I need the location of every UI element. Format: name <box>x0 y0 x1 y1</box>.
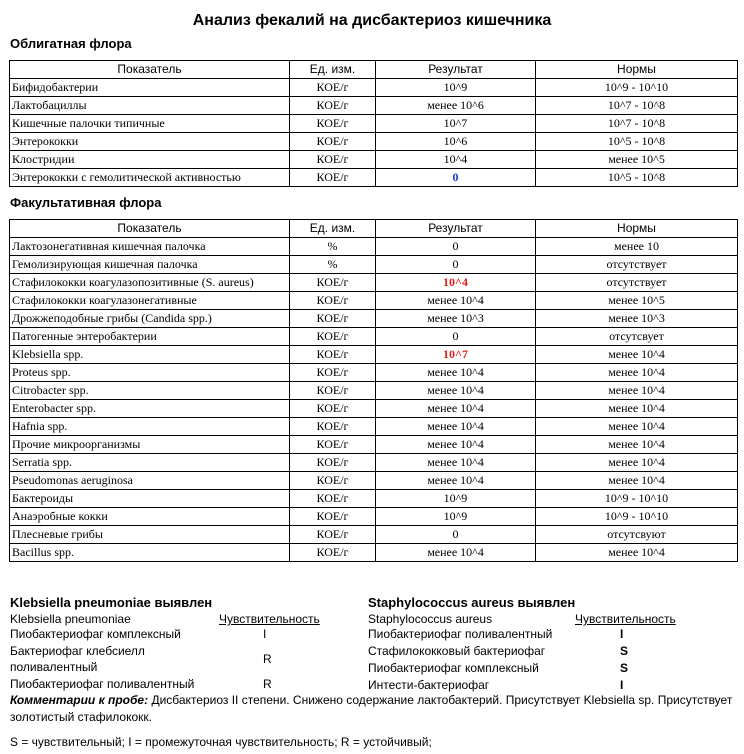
staph-phage-name: Пиобактериофаг поливалентный <box>368 627 553 641</box>
row-result: менее 10^4 <box>376 454 536 472</box>
row-indicator: Клостридии <box>10 151 290 169</box>
row-result: менее 10^3 <box>376 310 536 328</box>
header-norm: Нормы <box>536 220 738 238</box>
header-indicator: Показатель <box>10 220 290 238</box>
row-result: менее 10^4 <box>376 292 536 310</box>
row-norm: отсутствует <box>536 256 738 274</box>
row-result: менее 10^4 <box>376 364 536 382</box>
staph-phage-name: Интести-бактериофаг <box>368 678 490 692</box>
header-result: Результат <box>376 61 536 79</box>
row-indicator: Плесневые грибы <box>10 526 290 544</box>
table-row <box>10 490 738 508</box>
table-row <box>10 346 738 364</box>
staph-organism: Staphylococcus aureus <box>368 612 493 626</box>
table-row <box>10 364 738 382</box>
row-indicator: Патогенные энтеробактерии <box>10 328 290 346</box>
row-result: менее 10^4 <box>376 418 536 436</box>
row-unit: КОЕ/г <box>290 151 376 169</box>
staph-phage-name: Стафилококковый бактериофаг <box>368 644 546 658</box>
row-unit: КОЕ/г <box>290 79 376 97</box>
comment-text: Дисбактериоз II степени. Снижено содержание лактобактерий. Присутствует Klebsiella sp. Присутствует золотистый стафилококк. <box>10 693 733 724</box>
table-row <box>10 79 738 97</box>
row-norm: менее 10^4 <box>536 346 738 364</box>
table-row <box>10 151 738 169</box>
row-result: 0 <box>376 238 536 256</box>
row-unit: КОЕ/г <box>290 436 376 454</box>
table-row <box>10 544 738 562</box>
row-result: менее 10^4 <box>376 436 536 454</box>
sensitivity-legend: S = чувствительный; I = промежуточная чувствительность; R = устойчивый; <box>10 735 432 749</box>
staph-phage-mark: S <box>620 644 629 658</box>
row-norm: отсутсвует <box>536 328 738 346</box>
row-unit: КОЕ/г <box>290 490 376 508</box>
table-header-row <box>10 61 738 79</box>
table-row <box>10 328 738 346</box>
row-indicator: Citrobacter spp. <box>10 382 290 400</box>
row-norm: менее 10^5 <box>536 151 738 169</box>
row-norm: 10^7 - 10^8 <box>536 115 738 133</box>
row-norm: менее 10^3 <box>536 310 738 328</box>
klebsiella-phage-mark: R <box>263 677 272 691</box>
row-result: 0 <box>376 256 536 274</box>
row-norm: 10^7 - 10^8 <box>536 97 738 115</box>
row-result: 0 <box>376 328 536 346</box>
klebsiella-phage-name: Пиобактериофаг поливалентный <box>10 677 195 691</box>
row-indicator: Анаэробные кокки <box>10 508 290 526</box>
row-indicator: Бактероиды <box>10 490 290 508</box>
row-indicator: Энтерококки <box>10 133 290 151</box>
klebsiella-phage-mark: I <box>263 627 267 641</box>
row-unit: КОЕ/г <box>290 133 376 151</box>
row-result: 10^6 <box>376 133 536 151</box>
row-unit: КОЕ/г <box>290 292 376 310</box>
row-result: 10^9 <box>376 79 536 97</box>
row-norm: менее 10^4 <box>536 400 738 418</box>
row-indicator: Дрожжеподобные грибы (Candida spp.) <box>10 310 290 328</box>
row-indicator: Bacillus spp. <box>10 544 290 562</box>
table-row <box>10 400 738 418</box>
header-unit: Ед. изм. <box>290 220 376 238</box>
row-result: 10^9 <box>376 490 536 508</box>
row-indicator: Enterobacter spp. <box>10 400 290 418</box>
row-norm: 10^5 - 10^8 <box>536 169 738 187</box>
header-indicator: Показатель <box>10 61 290 79</box>
facultative-flora-heading: Факультативная флора <box>10 195 162 210</box>
row-unit: КОЕ/г <box>290 472 376 490</box>
row-unit: КОЕ/г <box>290 169 376 187</box>
table-row <box>10 256 738 274</box>
klebsiella-phage-name: Пиобактериофаг комплексный <box>10 627 181 641</box>
row-norm: менее 10^4 <box>536 454 738 472</box>
row-indicator: Klebsiella spp. <box>10 346 290 364</box>
table-row <box>10 292 738 310</box>
staph-phage-mark: I <box>620 627 624 641</box>
klebsiella-organism: Klebsiella pneumoniae <box>10 612 131 626</box>
row-norm: менее 10^4 <box>536 382 738 400</box>
comment-label: Комментарии к пробе: <box>10 693 149 707</box>
row-result: менее 10^6 <box>376 97 536 115</box>
obligate-flora-table <box>9 60 738 187</box>
table-row <box>10 526 738 544</box>
row-indicator: Стафилококки коагулазонегативные <box>10 292 290 310</box>
row-indicator: Hafnia spp. <box>10 418 290 436</box>
klebsiella-phage-name: Бактериофаг клебсиелл <box>10 644 145 658</box>
row-unit: КОЕ/г <box>290 454 376 472</box>
table-row <box>10 418 738 436</box>
row-indicator: Прочие микроорганизмы <box>10 436 290 454</box>
row-result: 10^9 <box>376 508 536 526</box>
row-result: 10^4 <box>376 151 536 169</box>
row-unit: КОЕ/г <box>290 274 376 292</box>
row-indicator: Proteus spp. <box>10 364 290 382</box>
row-norm: отсутствует <box>536 274 738 292</box>
row-unit: КОЕ/г <box>290 364 376 382</box>
staph-phage-name: Пиобактериофаг комплексный <box>368 661 539 675</box>
row-unit: КОЕ/г <box>290 115 376 133</box>
row-unit: КОЕ/г <box>290 382 376 400</box>
header-norm: Нормы <box>536 61 738 79</box>
staph-sensitivity-label: Чувствительность <box>575 612 676 626</box>
facultative-flora-table <box>9 219 738 562</box>
row-result-abnormal: 10^7 <box>376 346 536 364</box>
row-unit: % <box>290 256 376 274</box>
row-result: 10^7 <box>376 115 536 133</box>
row-norm: отсутсвуют <box>536 526 738 544</box>
row-unit: КОЕ/г <box>290 328 376 346</box>
row-unit: КОЕ/г <box>290 346 376 364</box>
row-indicator: Serratia spp. <box>10 454 290 472</box>
table-row <box>10 310 738 328</box>
row-norm: менее 10^4 <box>536 472 738 490</box>
klebsiella-phage-mark: R <box>263 652 272 666</box>
report-title: Анализ фекалий на дисбактериоз кишечника <box>192 12 552 29</box>
row-indicator: Стафилококки коагулазопозитивные (S. aureus) <box>10 274 290 292</box>
row-norm: 10^9 - 10^10 <box>536 508 738 526</box>
table-row <box>10 436 738 454</box>
row-norm: менее 10^4 <box>536 364 738 382</box>
row-indicator: Кишечные палочки типичные <box>10 115 290 133</box>
row-norm: 10^5 - 10^8 <box>536 133 738 151</box>
row-unit: КОЕ/г <box>290 508 376 526</box>
header-result: Результат <box>376 220 536 238</box>
row-norm: менее 10^4 <box>536 418 738 436</box>
table-row <box>10 133 738 151</box>
row-result: менее 10^4 <box>376 544 536 562</box>
row-indicator: Лактобациллы <box>10 97 290 115</box>
table-row <box>10 169 738 187</box>
row-unit: КОЕ/г <box>290 544 376 562</box>
staph-phage-mark: I <box>620 678 624 692</box>
row-norm: 10^9 - 10^10 <box>536 490 738 508</box>
klebsiella-heading: Klebsiella pneumoniae выявлен <box>10 595 213 610</box>
row-norm: 10^9 - 10^10 <box>536 79 738 97</box>
sample-comment <box>10 692 736 726</box>
row-unit: КОЕ/г <box>290 526 376 544</box>
row-indicator: Pseudomonas aeruginosa <box>10 472 290 490</box>
row-result: менее 10^4 <box>376 472 536 490</box>
row-indicator: Энтерококки с гемолитической активностью <box>10 169 290 187</box>
staph-heading: Staphylococcus aureus выявлен <box>368 595 576 610</box>
table-header-row <box>10 220 738 238</box>
table-row <box>10 454 738 472</box>
row-norm: менее 10^4 <box>536 544 738 562</box>
row-indicator: Лактозонегативная кишечная палочка <box>10 238 290 256</box>
obligate-flora-heading: Облигатная флора <box>10 36 132 51</box>
table-row <box>10 508 738 526</box>
row-norm: менее 10^4 <box>536 436 738 454</box>
row-unit: КОЕ/г <box>290 97 376 115</box>
row-unit: КОЕ/г <box>290 400 376 418</box>
row-indicator: Гемолизирующая кишечная палочка <box>10 256 290 274</box>
staph-phage-mark: S <box>620 661 629 675</box>
row-result-abnormal: 10^4 <box>376 274 536 292</box>
row-result: менее 10^4 <box>376 400 536 418</box>
row-norm: менее 10 <box>536 238 738 256</box>
row-unit: КОЕ/г <box>290 418 376 436</box>
row-unit: КОЕ/г <box>290 310 376 328</box>
header-unit: Ед. изм. <box>290 61 376 79</box>
table-row <box>10 274 738 292</box>
table-row <box>10 238 738 256</box>
table-row <box>10 382 738 400</box>
row-result: 0 <box>376 526 536 544</box>
table-row <box>10 115 738 133</box>
klebsiella-phage-name-cont: поливалентный <box>10 660 98 674</box>
row-norm: менее 10^5 <box>536 292 738 310</box>
row-unit: % <box>290 238 376 256</box>
row-result: менее 10^4 <box>376 382 536 400</box>
klebsiella-sensitivity-label: Чувствительность <box>219 612 320 626</box>
table-row <box>10 472 738 490</box>
row-indicator: Бифидобактерии <box>10 79 290 97</box>
table-row <box>10 97 738 115</box>
row-result-highlight: 0 <box>376 169 536 187</box>
